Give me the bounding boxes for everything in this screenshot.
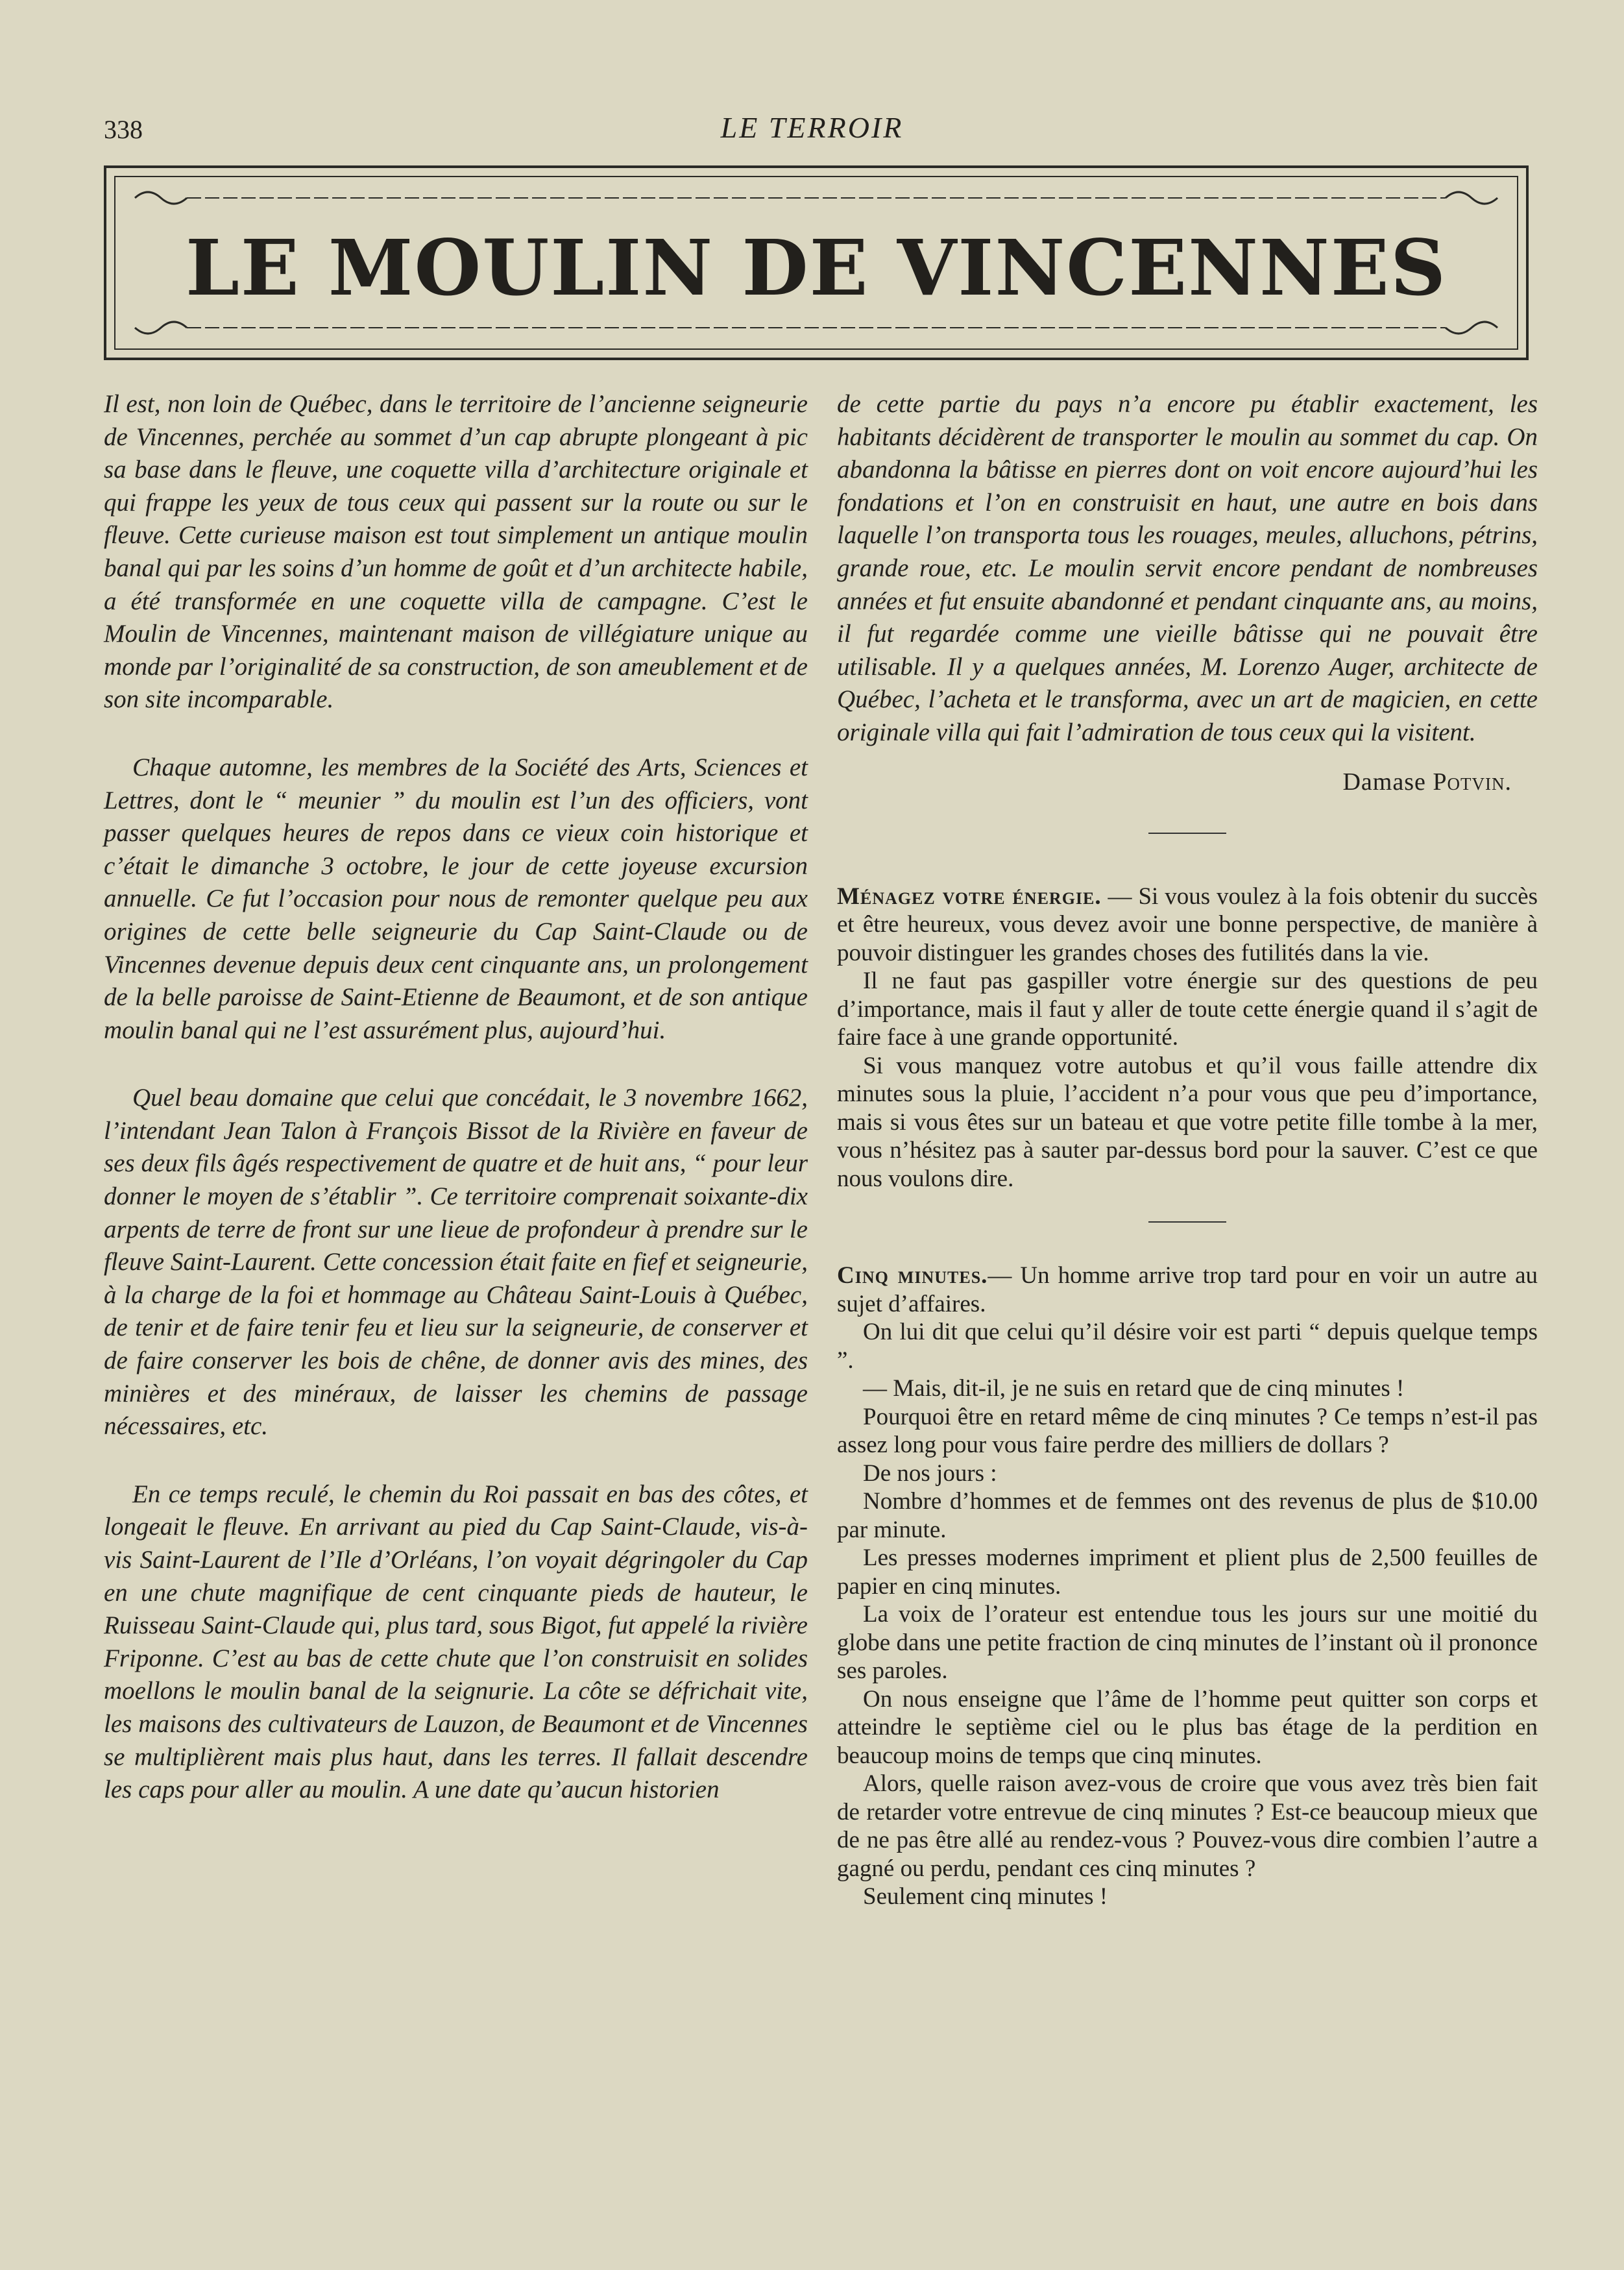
author-signature	[837, 768, 1538, 796]
article-cinq-paragraph: De nos jours :	[863, 1459, 997, 1487]
article-cinq-minutes	[837, 1262, 1538, 1911]
article-cinq-lead	[837, 1262, 1538, 1318]
page-number: 338	[104, 115, 143, 144]
paragraph-2: Chaque automne, les membres de la Société des Arts, Sciences et Lettres, dont le “ meunier ” du moulin est l’un des officiers, vont passer quelques heures de repos dans ce vieux coin historique et c’était le dimanche 3 octobre, le jour de cette joyeuse excursion annuelle. Ce fut l’occasion pour nous de remonter quelque peu aux origines de cette belle seigneurie du Cap Saint-Claude ou de Vincennes devenue depuis deux cent cinquante ans, un prolongement de la belle paroisse de Saint-Etienne de Beaumont, et de son antique moulin banal qui ne l’est assurément plus, aujourd’hui.	[104, 753, 808, 1044]
article-energie-lead-text: — Si vous voulez à la fois obtenir du succès et être heureux, vous devez avoir une bonne perspective, de manière à pouvoir distinguer les grandes choses des futilités dans la vie.	[837, 883, 1538, 966]
signature-first-name: Damase	[1342, 768, 1426, 796]
separator-rule	[1148, 833, 1226, 834]
article-cinq-paragraph: On lui dit que celui qu’il désire voir est parti “ depuis quelque temps ”.	[837, 1319, 1538, 1374]
article-energie-paragraph: Si vous manquez votre autobus et qu’il vous faille attendre dix minutes sous la pluie, l’accident n’a pour vous que peu d’importance, mais si vous êtes sur un bateau et que votre petite fille tombe à la mer, vous n’hésitez pas à sauter par-dessus bord pour la sauver. C’est ce que nous voulons dire.	[837, 1052, 1538, 1192]
article-cinq-paragraph: — Mais, dit-il, je ne suis en retard que de cinq minutes !	[863, 1375, 1405, 1402]
ornament-border-bottom	[115, 315, 1517, 341]
title-inner-frame	[114, 176, 1518, 350]
right-column	[837, 388, 1538, 1911]
article-cinq-paragraph: Nombre d’hommes et de femmes ont des revenus de plus de $10.00 par minute.	[837, 1488, 1538, 1543]
article-title: LE MOULIN DE VINCENNES	[185, 223, 1448, 313]
left-column	[104, 388, 808, 1842]
paragraph-1: Il est, non loin de Québec, dans le territoire de l’ancienne seigneurie de Vincennes, perchée au sommet d’un cap abrupte plongeant à pic sa base dans le fleuve, une coquette villa d’architecture originale et qui frappe les yeux de tous ceux qui passent sur la route ou sur le fleuve. Cette curieuse maison est tout simplement un antique moulin banal qui par les soins d’un homme de goût et d’un architecte habile, a été transformée en une coquette villa de campagne. C’est le Moulin de Vincennes, maintenant maison de villégiature unique au monde par l’originalité de sa construction, de son ameublement et de son site incomparable.	[104, 390, 808, 714]
separator-rule	[1148, 1221, 1226, 1223]
article-energie-heading: Ménagez votre énergie.	[837, 883, 1102, 910]
article-energie-lead	[837, 883, 1538, 968]
article-cinq-paragraph: On nous enseigne que l’âme de l’homme peut quitter son corps et atteindre le septième ciel ou le plus bas étage de la perdition en beaucoup moins de temps que cinq minutes.	[837, 1685, 1538, 1769]
running-title: LE TERROIR	[720, 111, 904, 144]
paragraph-continuation: de cette partie du pays n’a encore pu établir exactement, les habitants décidèrent de transporter le moulin au sommet du cap. On abandonna la bâtisse en pierres dont on voit encore aujourd’hui les fondations et l’on en construisit en haut, une autre en bois dans laquelle l’on transporta tous les rouages, meules, alluchons, pétrins, grande roue, etc. Le moulin servit encore pendant de nombreuses années et fut ensuite abandonné et pendant cinquante ans, au moins, il fut regardée comme une vieille bâtisse qui ne pouvait être utilisable. Il y a quelques années, M. Lorenzo Auger, architecte de Québec, l’acheta et le transforma, avec un art de magicien, en cette originale villa qui fait l’admiration de tous ceux qui la visitent.	[837, 390, 1538, 746]
article-cinq-paragraph: Seulement cinq minutes !	[863, 1883, 1108, 1910]
title-box	[104, 165, 1529, 360]
article-cinq-heading: Cinq minutes.	[837, 1262, 988, 1289]
ornament-border-top	[115, 185, 1517, 211]
article-energie	[837, 883, 1538, 1193]
article-cinq-paragraph: La voix de l’orateur est entendue tous les jours sur une moitié du globe dans une petite fraction de cinq minutes de l’instant où il prononce ses paroles.	[837, 1601, 1538, 1685]
article-energie-paragraph: Il ne faut pas gaspiller votre énergie sur des questions de peu d’importance, mais il faut y aller de toute cette énergie quand il s’agit de faire face à une grande opportunité.	[837, 968, 1538, 1051]
article-cinq-lead-text: — Un homme arrive trop tard pour en voir un autre au sujet d’affaires.	[837, 1262, 1538, 1317]
paragraph-4: En ce temps reculé, le chemin du Roi passait en bas des côtes, et longeait le fleuve. En arrivant au pied du Cap Saint-Claude, vis-à-vis Saint-Laurent de l’Ile d’Orléans, l’on voyait dégringoler du Cap en une chute magnifique de cent cinquante pieds de hauteur, le Ruisseau Saint-Claude qui, plus tard, sous Bigot, fut appelé la rivière Friponne. C’est au bas de cette chute que l’on construisit en solides moellons le moulin banal de la seignurie. La côte se défrichait vite, les maisons des cultivateurs de Lauzon, de Beaumont et de Vincennes se multiplièrent mais plus haut, dans les terres. Il fallait descendre les caps pour aller au moulin. A une date qu’aucun historien	[104, 1480, 808, 1804]
paragraph-3: Quel beau domaine que celui que concédait, le 3 novembre 1662, l’intendant Jean Talon à François Bissot de la Rivière en faveur de ses deux fils âgés respectivement de quatre et de huit ans, “ pour leur donner le moyen de s’établir ”. Ce territoire comprenait soixante-dix arpents de terre de front sur une lieue de profondeur à prendre sur le fleuve Saint-Laurent. Cette concession était faite en fief et seigneurie, à la charge de la foi et hommage au Château Saint-Louis à Québec, de tenir et de faire tenir feu et lieu sur la seigneurie, de conserver et de faire conserver les bois de chêne, de donner avis des mines, des minières et des minéraux, de laisser les chemins de passage nécessaires, etc.	[104, 1084, 808, 1441]
article-cinq-paragraph: Alors, quelle raison avez-vous de croire que vous avez très bien fait de retarder votre entrevue de cinq minutes ? Est-ce beaucoup mieux que de ne pas être allé au rendez-vous ? Pouvez-vous dire combien l’autre a gagné ou perdu, pendant ces cinq minutes ?	[837, 1770, 1538, 1882]
article-cinq-paragraph: Pourquoi être en retard même de cinq minutes ? Ce temps n’est-il pas assez long pour vous faire perdre des milliers de dollars ?	[837, 1403, 1538, 1459]
signature-last-name: Potvin.	[1433, 768, 1512, 796]
article-cinq-paragraph: Les presses modernes impriment et plient plus de 2,500 feuilles de papier en cinq minutes.	[837, 1544, 1538, 1600]
